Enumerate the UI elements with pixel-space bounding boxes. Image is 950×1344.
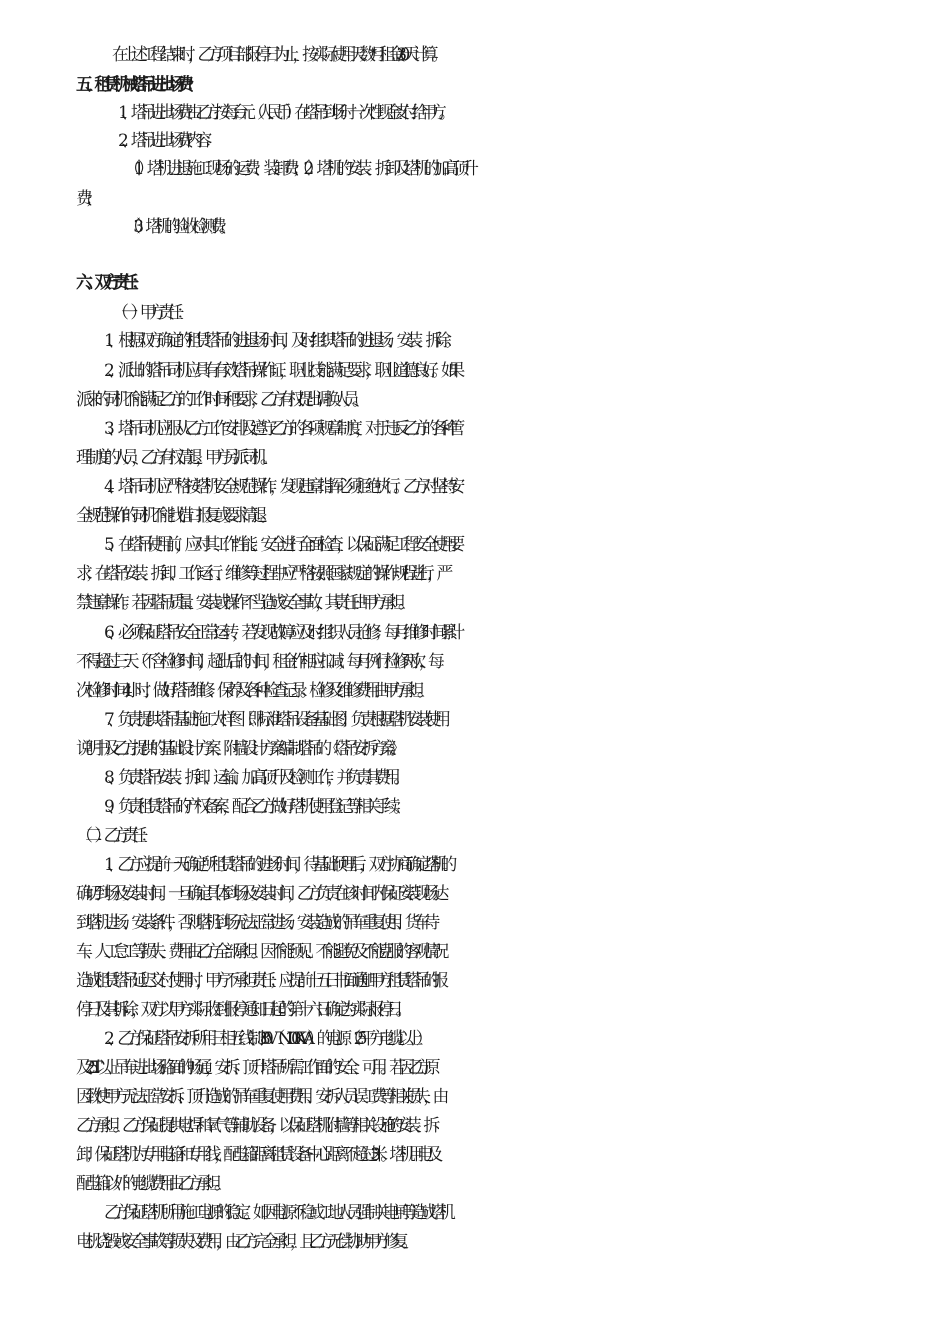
text-line: 说明书及乙方提供的基础设计方案、附墙设计方案编制塔吊的《塔吊安拆方案》。 [76, 739, 399, 759]
text-line: 卸；保证塔机为专用电箱和专用线，配电箱距离租赁设备中心距离不超过3 米。塔机用电及 [76, 1145, 436, 1165]
text-line: 2、 派出的塔吊司机应具有有效塔吊操作证，职业技能满足要求，职业道德良好。如 果 [104, 361, 458, 381]
subsection-heading: （一）甲方责任： [112, 303, 186, 323]
text-line: 1、 乙方应提前一天确定所租赁塔吊的进场时间，待基础预埋后，双方协商确定塔 机的 [104, 855, 450, 875]
text-line: 1、 根据双方确定的租赁塔吊的进退场时间，及时组织塔吊的进退场、安装、拆除。 [104, 331, 455, 351]
text-line: 5、 在塔吊使用前，应对其工作性能、安全进行全面检查，以保证满足工程安全使用 要 [104, 535, 458, 555]
text-line: 派来的司机不能满足乙方的工作时间和要求，乙方有权提出调换人员。 [76, 390, 362, 410]
text-line: 费； [76, 189, 95, 209]
text-line: 6、 必须保证塔吊安全正常运转，若发现故障应及时组织人员抢修；每月维修时间累 计 [104, 623, 458, 643]
text-line: 乙方保证塔机所用施工电源的稳定。如因电源不稳或工地人员强制关电闸等造成塔机 [104, 1203, 449, 1223]
text-line: 理制度的人员，乙方有权清退，甲方另派司机。 [76, 448, 270, 468]
text-line: 1、 塔吊进出场费由乙方按每台 元（人民币）在塔吊到场时一次性现金 支付给甲方。 [118, 103, 449, 123]
text-line: 乙方承担。乙方保证提供电焊和氧气等辅助设备，以保证塔机附墙等相关设施 的安装、拆 [76, 1116, 433, 1136]
text-line: 2、 塔吊进出场费内容： [118, 131, 214, 151]
text-line: 车、人工怠工等损失、费用由乙方全部承担。因不能预见、不能避免及不能 克服的客观情况 [76, 942, 442, 962]
text-line: （3）塔机的验收检测费。 [124, 217, 229, 237]
text-line: 确切到场及安装时间。一旦确定具体到场及安装时间，乙方负责在该时间内保证安 装现场达 [76, 884, 442, 904]
subsection-heading: （二）乙方责任： [76, 826, 150, 846]
text-line: 2、 乙方保证塔吊安拆所用三相五线制380V （N100KVA）的电源（25平方电缆以上） [104, 1029, 425, 1049]
text-line: 次检修时间4小时；做好塔吊维修、保养及各种检查记录。检修及维修费用由甲 方承担。 [76, 681, 427, 701]
text-line: 造成租赁塔吊延迟交付使用时，甲方不承担责任；应提前十五日书面通 知甲方租赁塔吊的报 [76, 971, 442, 991]
text-line: 及25T以上吊车进出场路面的畅通，安拆、顶升塔吊所需工作面的安全、可用。若因乙 方原 [76, 1058, 433, 1078]
text-line: 禁违章操作。若因塔吊质量、安装或操作不当造成安全事故，其责任由甲方承担。 [76, 593, 408, 613]
text-line: 在上述工程结束时，乙方项目部报停日为止，按实际使用天数*月租金/30天计算。 [112, 45, 441, 65]
text-line: 求；在塔吊安装、拆卸、工作运行、维修等过程中应严格按照国家规定的操作规程进 行，严 [76, 564, 446, 584]
text-line: 因致使甲方无法正常安拆、顶升造成的吊车重复使用费用、安拆人员误工费等相关 损失，由 [76, 1087, 442, 1107]
text-line: 9、 负责租赁塔吊的产权备案，配合乙方做好塔机使用登记等相关手续。 [104, 797, 403, 817]
text-line: 停日及其拆除，双方以甲方实际收到报停通知日起的第十六日确定 为实际报停日。 [76, 1000, 405, 1020]
section-heading: 六、双方责任： [76, 273, 141, 293]
text-line: 不得超过三天（不含检修时间），超出后的时间，租金作相应扣减；每月例行检修两 次，每 [76, 652, 438, 672]
text-line: （1）塔机进退施工现场的运费、装卸费；（2）塔机的安装、拆卸及塔机的加高顶升 [124, 159, 472, 179]
text-line: 配电箱以外的电缆费用由乙方承担。 [76, 1174, 224, 1194]
text-line: 全规范操作的司机不能找借口报复或要求清退。 [76, 506, 270, 526]
text-line: 4、 塔吊司机应严格按塔机安全规范操作，发现违章指挥必须拒绝执行。乙方对坚持 安 [104, 477, 458, 497]
text-line: 8、 负责塔吊安装、拆卸、运输、加高顶升及检测工作，并负责其费用。 [104, 768, 403, 788]
text-line: 到塔机进场、安装条件，否则塔机到场无法正常进场、安装造成的吊车重复使 用、货车待 [76, 913, 433, 933]
section-heading: 五、租赁机械塔吊进出场费： [76, 75, 196, 95]
text-line: 电机烧毁或安全事故等损失及费用，由乙方完全承担，且乙方无偿协助甲方修复。 [76, 1232, 411, 1252]
text-line: 7、 负责提供塔吊基础施工大样图（即标准塔吊设备基础图）；负责根据塔机安装使用 [104, 710, 444, 730]
text-line: 3、 塔吊司机应服从乙方工作安排及遵守乙方的各项规章制度，对于违反乙方的各种 管 [104, 419, 458, 439]
